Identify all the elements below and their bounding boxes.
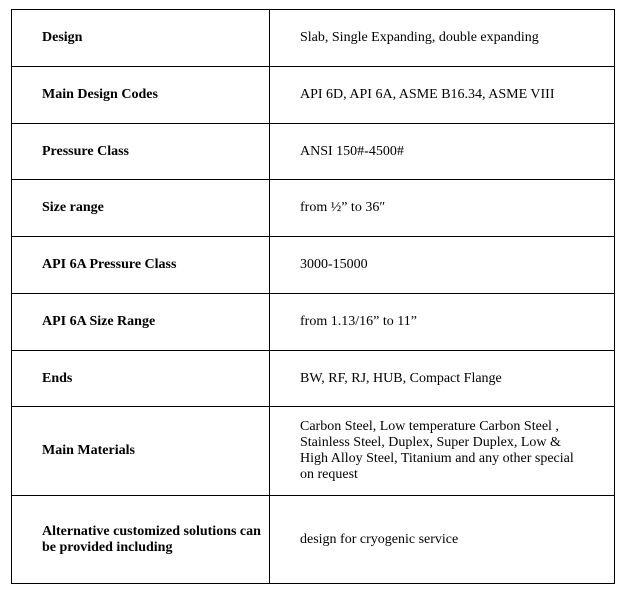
table-row — [12, 237, 615, 294]
row-value: BW, RF, RJ, HUB, Compact Flange — [270, 351, 615, 407]
table-row — [12, 124, 615, 180]
row-label: Ends — [12, 351, 270, 407]
row-value: Slab, Single Expanding, double expanding — [270, 10, 615, 67]
row-value: 3000-15000 — [270, 237, 615, 294]
row-value: ANSI 150#-4500# — [270, 124, 615, 180]
row-label: API 6A Size Range — [12, 294, 270, 351]
row-label: Alternative customized solutions can be provided including — [12, 496, 270, 584]
row-label: Design — [12, 10, 270, 67]
row-label: Size range — [12, 180, 270, 237]
table-row — [12, 407, 615, 496]
row-value: API 6D, API 6A, ASME B16.34, ASME VIII — [270, 67, 615, 124]
row-value: design for cryogenic service — [270, 496, 615, 584]
row-value: from ½” to 36″ — [270, 180, 615, 237]
row-label: API 6A Pressure Class — [12, 237, 270, 294]
table-row — [12, 67, 615, 124]
table-row — [12, 294, 615, 351]
table-row — [12, 10, 615, 67]
row-label: Pressure Class — [12, 124, 270, 180]
table-row — [12, 496, 615, 584]
specification-table — [11, 9, 615, 584]
row-label: Main Design Codes — [12, 67, 270, 124]
row-value: Carbon Steel, Low temperature Carbon Steel , Stainless Steel, Duplex, Super Duplex, Low & High Alloy Steel, Titanium and any other special on request — [270, 407, 615, 496]
table-row — [12, 180, 615, 237]
row-label: Main Materials — [12, 407, 270, 496]
row-value: from 1.13/16” to 11” — [270, 294, 615, 351]
table-row — [12, 351, 615, 407]
